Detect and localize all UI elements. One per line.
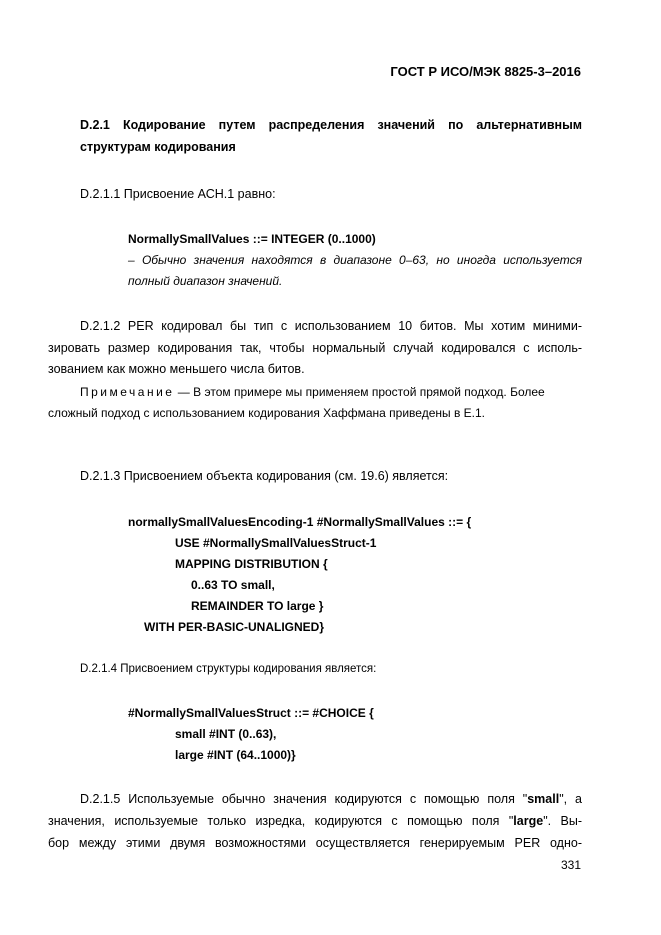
code-comment-line2: полный диапазон значений. [128,274,283,288]
paragraph-d2115-line3: бор между этими двумя возможностями осуществляется генерируемым PER одно- [48,836,582,850]
paragraph-d2112-line3: зованием как можно меньшего числа битов. [48,362,305,376]
p5-large-keyword: large [513,814,544,828]
note-text: — В этом примере мы применяем простой прямой подход. Более [174,385,545,399]
code-encoding-line6: WITH PER-BASIC-UNALIGNED} [144,620,324,634]
paragraph-d2112-line1: D.2.1.2 PER кодировал бы тип с использованием 10 битов. Мы хотим миними- [80,319,582,333]
p5-line2-c: ". Вы- [543,814,582,828]
paragraph-d2115-line2 [48,814,582,828]
note-label: Примечание [80,385,175,399]
code-struct-line2: small #INT (0..63), [175,727,277,741]
paragraph-d2114: D.2.1.4 Присвоением структуры кодирования является: [80,663,377,675]
note-line1 [80,385,545,399]
code-struct-line3: large #INT (64..1000)} [175,748,296,762]
p5-line2-a: значения, используемые только изредка, кодируются с помощью поля " [48,814,514,828]
paragraph-d2112-line2: зировать размер кодирования так, чтобы нормальный случай кодировался с исполь- [48,341,582,355]
paragraph-d2113: D.2.1.3 Присвоением объекта кодирования (см. 19.6) является: [80,469,449,483]
note-line2: сложный подход с использованием кодирования Хаффмана приведены в Е.1. [48,406,486,420]
p5-small-keyword: small [527,792,560,806]
paragraph-d2115-line1 [80,792,582,806]
standard-header: ГОСТ Р ИСО/МЭК 8825-3–2016 [390,64,581,79]
code-encoding-line1: normallySmallValuesEncoding-1 #NormallySmallValues ::= { [128,515,472,529]
code-encoding-line2: USE #NormallySmallValuesStruct-1 [175,536,377,550]
section-title-line2: структурам кодирования [80,140,236,154]
page-number: 331 [560,858,581,872]
code-comment-line1: – Обычно значения находятся в диапазоне 0–63, но иногда используется [128,253,582,267]
code-struct-line1: #NormallySmallValuesStruct ::= #CHOICE { [128,706,374,720]
p5-line1-a: D.2.1.5 Используемые обычно значения кодируются с помощью поля " [80,792,528,806]
code-encoding-line3: MAPPING DISTRIBUTION { [175,557,328,571]
paragraph-d2111: D.2.1.1 Присвоение АСН.1 равно: [80,187,276,201]
code-normally-small-values: NormallySmallValues ::= INTEGER (0..1000) [128,232,376,246]
p5-line1-c: ", а [559,792,582,806]
section-title-line1: D.2.1 Кодирование путем распределения значений по альтернативным [80,118,582,132]
code-encoding-line5: REMAINDER TO large } [191,599,324,613]
code-encoding-line4: 0..63 TO small, [191,578,275,592]
